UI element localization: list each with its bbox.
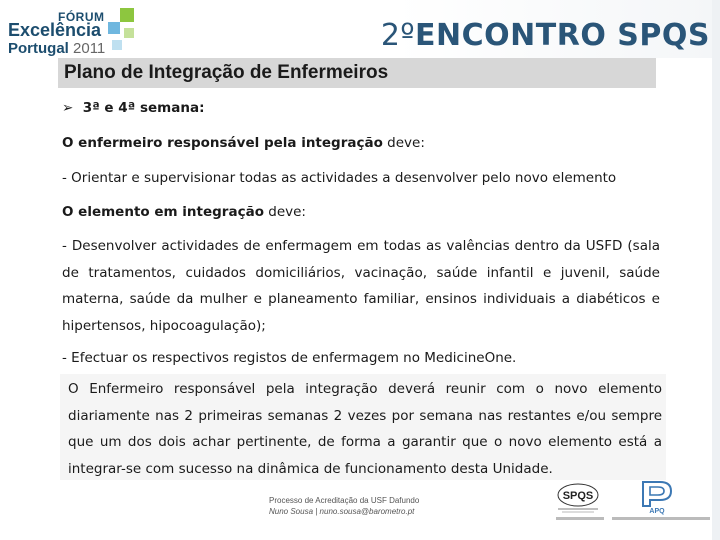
meeting-text: O Enfermeiro responsável pela integração deverá reunir com o novo elemento diariamente nas 2 primeiras semanas 2 vezes por semana nas restantes e/ou sempre que um dos dois achar pertinente, de forma a garantir que o novo elemento está a integrar-se com sucesso na dinâmica de funcionamento desta Unidade.: [68, 381, 662, 477]
arrow-bullet-icon: ➢: [62, 100, 74, 116]
bullet-week: [62, 100, 204, 116]
nurse-responsibility-heading: [62, 135, 425, 151]
element-heading: [62, 204, 306, 220]
element-heading-bold: O elemento em integração: [62, 204, 264, 220]
spqs-label: SPQS: [562, 490, 594, 502]
logo-excelencia: Excelência: [8, 20, 102, 40]
footer-author: Nuno Sousa | nuno.sousa@barometro.pt: [269, 507, 415, 516]
logo-portugal: [8, 40, 105, 57]
apq-logo: [638, 478, 676, 516]
logo-square-green: [120, 8, 134, 22]
apq-emblem-icon: [638, 478, 676, 516]
nurse-task: - Orientar e supervisionar todas as actividades a desenvolver pelo novo elemento: [62, 170, 617, 186]
bullet-label: 3ª e 4ª semana:: [82, 100, 205, 116]
spqs-emblem-icon: [556, 482, 600, 514]
logo-year: 2011: [73, 40, 106, 57]
footer-process: Processo de Acreditação da USF Dafundo: [269, 496, 420, 505]
logo-square-blue: [108, 22, 120, 34]
spqs-caption: [556, 517, 604, 520]
slide-title: Plano de Integração de Enfermeiros: [64, 62, 389, 83]
apq-caption: [612, 517, 710, 520]
logo-square-lightgreen: [124, 28, 134, 38]
nurse-responsibility-rest: deve:: [382, 135, 425, 151]
element-records: - Efectuar os respectivos registos de enfermagem no MedicineOne.: [62, 350, 517, 366]
event-title: [381, 18, 710, 53]
slide-edge: [712, 0, 720, 540]
element-heading-rest: deve:: [263, 204, 306, 220]
nurse-responsibility-bold: O enfermeiro responsável pela integração: [62, 135, 383, 151]
apq-label: APQ: [649, 508, 665, 515]
forum-logo: [0, 0, 140, 58]
spqs-logo: [556, 482, 600, 514]
logo-square-pale: [112, 40, 122, 50]
element-tasks: - Desenvolver actividades de enfermagem em todas as valências dentro da USFD (sala de tratamentos, cuidados domiciliários, vacinação, saúde infantil e juvenil, saúde materna, saúde da mulher e planeamento familiar, ensinos individuais a diabéticos e hipertensos, hipocoagulação);: [62, 238, 660, 334]
event-number: 2º: [380, 18, 416, 53]
logo-forum: FÓRUM: [58, 10, 105, 24]
logo-portugal-word: Portugal: [8, 40, 69, 57]
event-name: ENCONTRO SPQS: [415, 18, 710, 53]
